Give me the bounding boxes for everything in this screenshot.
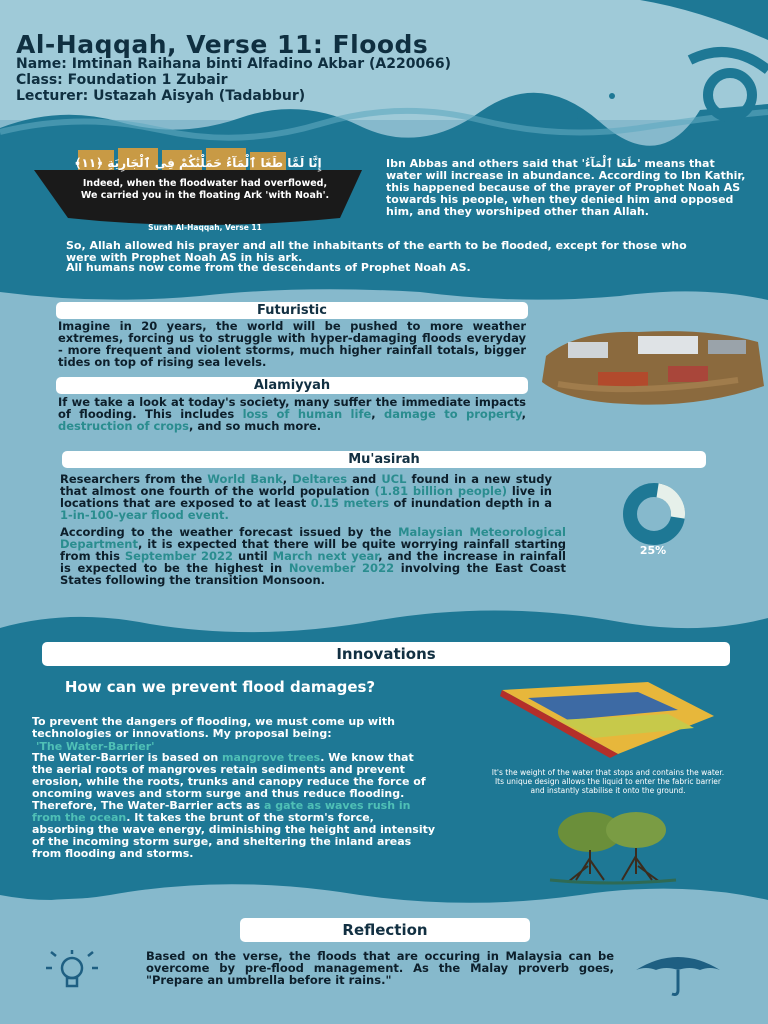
barrier-caption: It's the weight of the water that stops and contains the water. Its unique design allows the liquid to enter the fabric barrier and instantly stabilise it onto the ground.	[491, 768, 725, 795]
reflection-heading: Reflection	[240, 918, 530, 942]
muasirah-research-text: Researchers from the World Bank, Deltares and UCL found in a new study that almost one fourth of the world population (1.81 billion people) live in locations that are exposed to at least 0.15 meters of inundation depth in a 1-in-100-year flood event.	[60, 472, 553, 522]
innovations-question: How can we prevent flood damages?	[64, 678, 376, 696]
verse-translation: Indeed, when the floodwater had overflowed, We carried you in the floating Ark 'with Noah'.	[80, 178, 330, 201]
verse-arabic: إِنَّا لَمَّا طَغَا ٱلْمَآءُ حَمَلْنَٰكُمْ فِى ٱلْجَارِيَةِ ﴿١١﴾	[74, 156, 322, 170]
lecturer-info: Lecturer: Ustazah Aisyah (Tadabbur)	[16, 88, 306, 104]
alamiyyah-heading: Alamiyyah	[56, 377, 528, 394]
futuristic-heading: Futuristic	[56, 302, 528, 319]
tafsir-paragraph: Ibn Abbas and others said that 'طَغَا ٱلْمَآءُ' means that water will increase in abundance. According to Ibn Kathir, this happened because of the prayer of Prophet Noah AS towards his people, when they denied him and opposed him, and they worshiped other than Allah.	[386, 157, 746, 218]
mangrove-trees-image	[548, 810, 678, 886]
alamiyyah-text: If we take a look at today's society, many suffer the immediate impacts of flooding. This includes loss of human life, damage to property, destruction of crops, and so much more.	[58, 395, 526, 433]
lightbulb-icon	[44, 950, 100, 994]
innovations-intro: To prevent the dangers of flooding, we must come up with technologies or innovations. My proposal being:	[32, 715, 395, 740]
class-info: Class: Foundation 1 Zubair	[16, 72, 228, 88]
tafsir-continuation: So, Allah allowed his prayer and all the inhabitants of the earth to be flooded, except for those who were with Prophet Noah AS in his ark.	[66, 239, 687, 264]
reflection-text: Based on the verse, the floods that are occuring in Malaysia can be overcome by pre-flood management. As the Malay proverb goes, "Prepare an umbrella before it rains."	[146, 949, 614, 987]
donut-chart-icon	[598, 482, 710, 546]
muasirah-heading: Mu'asirah	[62, 451, 706, 468]
muasirah-forecast-text: According to the weather forecast issued by the Malaysian Meteorological Department, it is expected that there will be quite worrying rainfall starting from this September 2022 until March next year, and the increase in rainfall is expected to be the highest in November 2022 involving the East Coast States following the transition Monsoon.	[60, 525, 567, 587]
donut-segment	[658, 490, 678, 517]
page-title: Al-Haqqah, Verse 11: Floods	[16, 30, 429, 59]
student-name: Name: Imtinan Raihana binti Alfadino Akbar (A220066)	[16, 56, 452, 72]
tafsir-conclusion: All humans now come from the descendants of Prophet Noah AS.	[66, 261, 471, 274]
umbrella-icon	[632, 950, 724, 998]
futuristic-text: Imagine in 20 years, the world will be pushed to more weather extremes, forcing us to struggle with hyper-damaging floods everyday - more frequent and violent storms, much higher rainfall totals, bigger tides on top of rising sea levels.	[58, 319, 526, 369]
flood-photo	[538, 326, 766, 410]
verse-reference: Surah Al-Haqqah, Verse 11	[148, 223, 262, 232]
innovations-heading: Innovations	[42, 642, 730, 666]
donut-label: 25%	[639, 544, 667, 557]
innovations-body: The Water-Barrier is based on mangrove trees. We know that the aerial roots of mangroves retain sediments and prevent erosion, while the roots, trunks and canopy reduce the force of oncoming waves and storm surge and thus reduce flooding. Therefore, The Water-Barrier acts as a gate as waves rush in from the ocean. It takes the brunt of the storm's force, absorbing the wave energy, diminishing the height and intensity of the incoming storm surge, and sheltering the inland areas from flooding and storms.	[32, 751, 436, 860]
water-barrier-image	[498, 676, 718, 758]
proposal-name: 'The Water-Barrier'	[36, 740, 155, 753]
